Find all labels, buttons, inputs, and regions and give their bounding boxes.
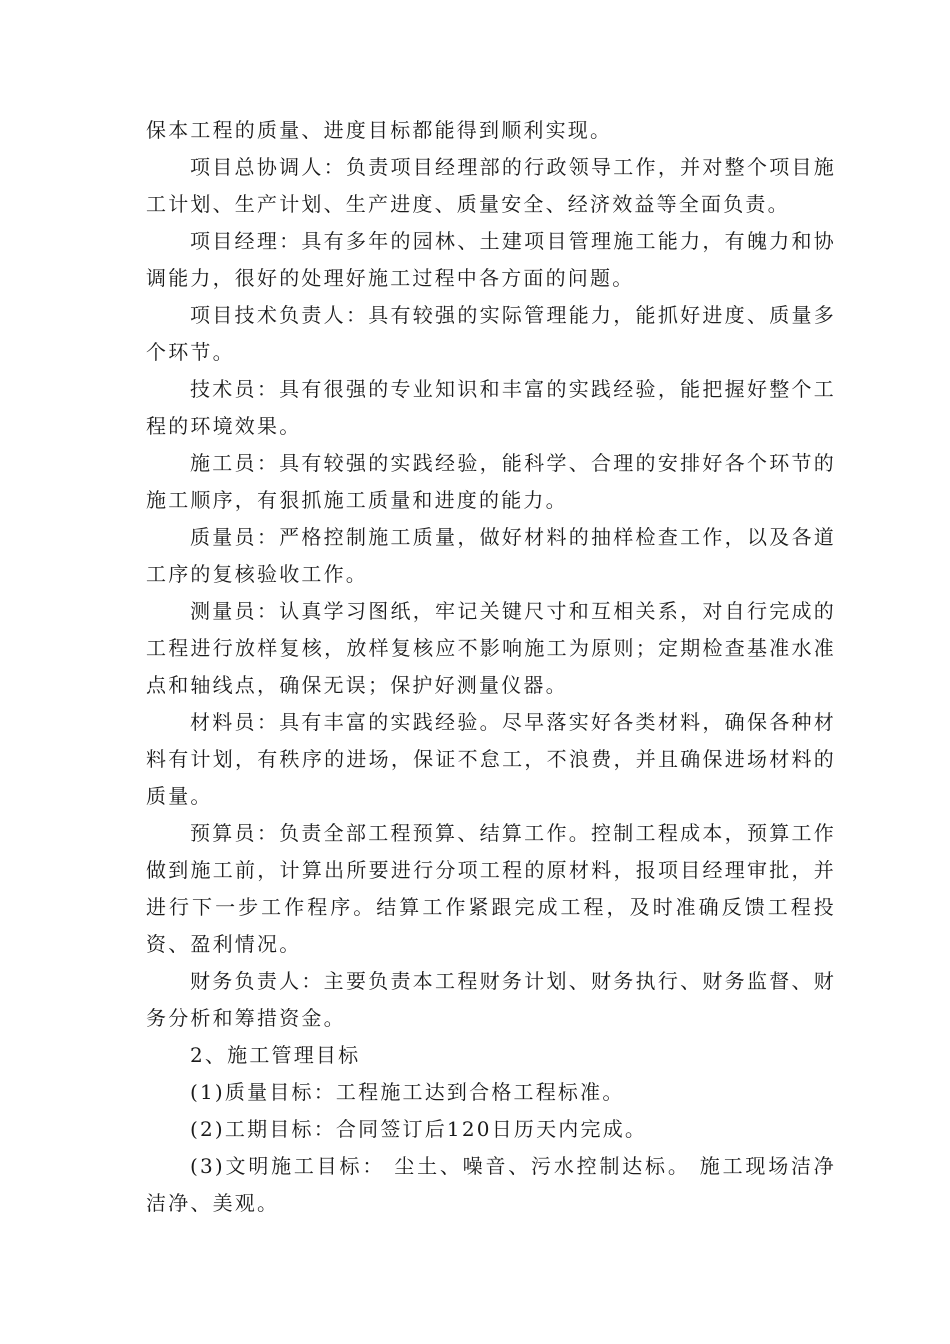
paragraph-4: 技术员：具有很强的专业知识和丰富的实践经验，能把握好整个工程的环境效果。: [146, 377, 836, 438]
goal-item-quality: (1)质量目标：工程施工达到合格工程标准。: [190, 1080, 625, 1104]
document-body: [146, 112, 836, 1222]
paragraph-1: 项目总协调人：负责项目经理部的行政领导工作，并对整个项目施工计划、生产计划、生产进度、质量安全、经济效益等全面负责。: [146, 155, 836, 216]
paragraph-9: 预算员：负责全部工程预算、结算工作。控制工程成本，预算工作做到施工前，计算出所要进行分项工程的原材料，报项目经理审批，并进行下一步工作程序。结算工作紧跟完成工程，及时准确反馈工程投资、盈利情况。: [146, 821, 836, 956]
paragraph-10: 财务负责人：主要负责本工程财务计划、财务执行、财务监督、财务分析和筹措资金。: [146, 969, 836, 1030]
paragraph-6: 质量员：严格控制施工质量，做好材料的抽样检查工作，以及各道工序的复核验收工作。: [146, 525, 836, 586]
paragraph-0: 保本工程的质量、进度目标都能得到顺利实现。: [146, 118, 613, 142]
section-heading: 2、施工管理目标: [190, 1043, 361, 1067]
paragraph-3: 项目技术负责人：具有较强的实际管理能力，能抓好进度、质量多个环节。: [146, 303, 836, 364]
paragraph-7: 测量员：认真学习图纸，牢记关键尺寸和互相关系，对自行完成的工程进行放样复核，放样复核应不影响施工为原则；定期检查基准水准点和轴线点，确保无误；保护好测量仪器。: [146, 599, 836, 697]
paragraph-2: 项目经理：具有多年的园林、土建项目管理施工能力，有魄力和协调能力，很好的处理好施工过程中各方面的问题。: [146, 229, 836, 290]
paragraph-8: 材料员：具有丰富的实践经验。尽早落实好各类材料，确保各种材料有计划，有秩序的进场，保证不怠工，不浪费，并且确保进场材料的质量。: [146, 710, 836, 808]
goal-item-schedule: (2)工期目标：合同签订后120日历天内完成。: [190, 1117, 648, 1141]
goal-item-civilized-construction: (3)文明施工目标： 尘土、噪音、污水控制达标。 施工现场洁净洁净、美观。: [146, 1154, 836, 1215]
paragraph-5: 施工员：具有较强的实践经验，能科学、合理的安排好各个环节的施工顺序，有狠抓施工质量和进度的能力。: [146, 451, 836, 512]
